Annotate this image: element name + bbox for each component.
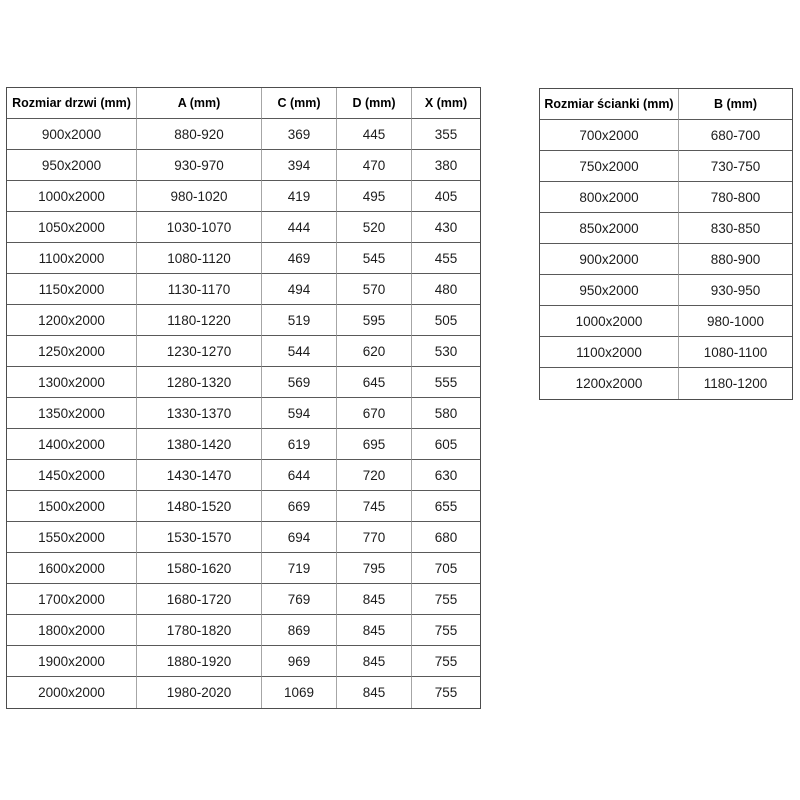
table-cell: 1000x2000 bbox=[7, 181, 137, 212]
table-row bbox=[540, 275, 792, 306]
table-cell: 680-700 bbox=[679, 120, 792, 151]
table-cell: 1100x2000 bbox=[540, 337, 679, 368]
table-cell: 900x2000 bbox=[7, 119, 137, 150]
table-row bbox=[7, 584, 480, 615]
table-cell: 595 bbox=[337, 305, 412, 336]
table-cell: 1430-1470 bbox=[137, 460, 262, 491]
table-row bbox=[7, 367, 480, 398]
table-cell: 800x2000 bbox=[540, 182, 679, 213]
table-cell: 1000x2000 bbox=[540, 306, 679, 337]
table-cell: 1200x2000 bbox=[540, 368, 679, 399]
table-cell: 519 bbox=[262, 305, 337, 336]
column-header: A (mm) bbox=[137, 88, 262, 119]
table-cell: 495 bbox=[337, 181, 412, 212]
table-row bbox=[7, 212, 480, 243]
table-cell: 869 bbox=[262, 615, 337, 646]
table-cell: 630 bbox=[412, 460, 480, 491]
table-cell: 845 bbox=[337, 677, 412, 708]
table-cell: 655 bbox=[412, 491, 480, 522]
table-cell: 1200x2000 bbox=[7, 305, 137, 336]
table-cell: 644 bbox=[262, 460, 337, 491]
table-cell: 444 bbox=[262, 212, 337, 243]
table-cell: 570 bbox=[337, 274, 412, 305]
table-cell: 455 bbox=[412, 243, 480, 274]
table-row bbox=[7, 460, 480, 491]
table-cell: 755 bbox=[434, 685, 458, 700]
table-cell: 1050x2000 bbox=[7, 212, 137, 243]
table-cell: 669 bbox=[262, 491, 337, 522]
table-cell: 1069 bbox=[262, 677, 337, 708]
table-cell: 494 bbox=[262, 274, 337, 305]
table-cell: 369 bbox=[262, 119, 337, 150]
table-cell: 845 bbox=[337, 615, 412, 646]
table-cell: 1580-1620 bbox=[137, 553, 262, 584]
table-cell: 380 bbox=[412, 150, 480, 181]
table-row bbox=[7, 522, 480, 553]
table-cell: 1880-1920 bbox=[137, 646, 262, 677]
table-row bbox=[7, 429, 480, 460]
table-cell: 1700x2000 bbox=[7, 584, 137, 615]
table-cell: 605 bbox=[412, 429, 480, 460]
table-cell: 430 bbox=[412, 212, 480, 243]
table-cell: 2000x2000 bbox=[7, 677, 137, 708]
table-cell: 580 bbox=[412, 398, 480, 429]
table-row bbox=[7, 677, 480, 708]
table-cell: 470 bbox=[337, 150, 412, 181]
table-cell: 880-900 bbox=[679, 244, 792, 275]
table-cell: 1350x2000 bbox=[7, 398, 137, 429]
table-cell: 594 bbox=[262, 398, 337, 429]
table-cell: 469 bbox=[262, 243, 337, 274]
table-cell: 1480-1520 bbox=[137, 491, 262, 522]
table-cell: 900x2000 bbox=[540, 244, 679, 275]
table-cell: 1600x2000 bbox=[7, 553, 137, 584]
table-cell: 645 bbox=[337, 367, 412, 398]
table-row bbox=[7, 336, 480, 367]
table-cell: 850x2000 bbox=[540, 213, 679, 244]
table-row bbox=[7, 274, 480, 305]
table-cell: 1080-1100 bbox=[679, 337, 792, 368]
table-cell: 405 bbox=[412, 181, 480, 212]
table-cell: 1500x2000 bbox=[7, 491, 137, 522]
table-row bbox=[540, 213, 792, 244]
table-row bbox=[540, 120, 792, 151]
table-cell: 1900x2000 bbox=[7, 646, 137, 677]
table-cell: 694 bbox=[262, 522, 337, 553]
table-cell: 980-1020 bbox=[137, 181, 262, 212]
table-cell: 980-1000 bbox=[679, 306, 792, 337]
table-cell: 1530-1570 bbox=[137, 522, 262, 553]
table-cell: 1030-1070 bbox=[137, 212, 262, 243]
table-cell: 930-950 bbox=[679, 275, 792, 306]
table-cell: 1280-1320 bbox=[137, 367, 262, 398]
table-cell: 1800x2000 bbox=[7, 615, 137, 646]
column-header: D (mm) bbox=[337, 88, 412, 119]
table-row bbox=[7, 553, 480, 584]
column-header: Rozmiar ścianki (mm) bbox=[540, 89, 679, 120]
table-cell: 419 bbox=[262, 181, 337, 212]
table-cell: 755 bbox=[412, 646, 480, 677]
door-size-table bbox=[6, 87, 481, 709]
table-cell: 780-800 bbox=[679, 182, 792, 213]
table-cell: 530 bbox=[412, 336, 480, 367]
table-cell: 1980-2020 bbox=[137, 677, 262, 708]
table-cell: 1450x2000 bbox=[7, 460, 137, 491]
table-cell: 700x2000 bbox=[540, 120, 679, 151]
table-cell: 720 bbox=[337, 460, 412, 491]
table-cell: 750x2000 bbox=[540, 151, 679, 182]
table-cell: 670 bbox=[337, 398, 412, 429]
table-cell: 755 bbox=[412, 615, 480, 646]
table-cell: 1080-1120 bbox=[137, 243, 262, 274]
column-header: Rozmiar drzwi (mm) bbox=[7, 88, 137, 119]
table-row bbox=[7, 150, 480, 181]
table-row bbox=[7, 243, 480, 274]
table-cell: 1680-1720 bbox=[137, 584, 262, 615]
table-cell: 680 bbox=[412, 522, 480, 553]
table-cell: 969 bbox=[262, 646, 337, 677]
table-row bbox=[7, 646, 480, 677]
table-cell: 1150x2000 bbox=[7, 274, 137, 305]
table-cell: 1400x2000 bbox=[7, 429, 137, 460]
table-cell: 695 bbox=[337, 429, 412, 460]
table-cell: 569 bbox=[262, 367, 337, 398]
table-row bbox=[540, 182, 792, 213]
table-cell: 795 bbox=[337, 553, 412, 584]
table-cell: 719 bbox=[262, 553, 337, 584]
table-row bbox=[540, 151, 792, 182]
column-header: C (mm) bbox=[262, 88, 337, 119]
table-cell: 950x2000 bbox=[540, 275, 679, 306]
table-cell: 1100x2000 bbox=[7, 243, 137, 274]
table-row bbox=[7, 398, 480, 429]
table-cell: 1180-1200 bbox=[703, 376, 768, 391]
column-header: B (mm) bbox=[679, 89, 792, 120]
table-cell: 545 bbox=[337, 243, 412, 274]
table-cell: 1130-1170 bbox=[137, 274, 262, 305]
table-row bbox=[7, 491, 480, 522]
table-cell: 505 bbox=[412, 305, 480, 336]
table-cell: 1300x2000 bbox=[7, 367, 137, 398]
table-cell: 445 bbox=[337, 119, 412, 150]
table-row bbox=[540, 306, 792, 337]
table-cell: 555 bbox=[412, 367, 480, 398]
table-cell: 745 bbox=[337, 491, 412, 522]
table-row bbox=[7, 181, 480, 212]
table-cell: 730-750 bbox=[679, 151, 792, 182]
header-row bbox=[540, 89, 792, 120]
table-row bbox=[540, 244, 792, 275]
table-cell: 1780-1820 bbox=[137, 615, 262, 646]
table-row bbox=[540, 368, 792, 399]
table-row bbox=[7, 615, 480, 646]
table-cell: 520 bbox=[337, 212, 412, 243]
table-cell: 705 bbox=[412, 553, 480, 584]
table-cell: 769 bbox=[262, 584, 337, 615]
header-row bbox=[7, 88, 480, 119]
table-cell: 770 bbox=[337, 522, 412, 553]
table-cell: 1550x2000 bbox=[7, 522, 137, 553]
table-cell: 394 bbox=[262, 150, 337, 181]
table-cell: 620 bbox=[337, 336, 412, 367]
table-cell: 1230-1270 bbox=[137, 336, 262, 367]
table-cell: 544 bbox=[262, 336, 337, 367]
table-cell: 480 bbox=[412, 274, 480, 305]
column-header: X (mm) bbox=[412, 88, 480, 119]
table-row bbox=[7, 305, 480, 336]
table-cell: 830-850 bbox=[679, 213, 792, 244]
table-cell: 880-920 bbox=[137, 119, 262, 150]
table-cell: 755 bbox=[412, 584, 480, 615]
wall-panel-size-table bbox=[539, 88, 793, 400]
table-cell: 355 bbox=[412, 119, 480, 150]
table-cell: 1380-1420 bbox=[137, 429, 262, 460]
table-cell: 1330-1370 bbox=[137, 398, 262, 429]
table-cell: 845 bbox=[337, 584, 412, 615]
table-cell: 1180-1220 bbox=[137, 305, 262, 336]
table-cell: 845 bbox=[337, 646, 412, 677]
table-cell: 1250x2000 bbox=[7, 336, 137, 367]
table-row bbox=[7, 119, 480, 150]
table-cell: 950x2000 bbox=[7, 150, 137, 181]
table-cell: 930-970 bbox=[137, 150, 262, 181]
table-row bbox=[540, 337, 792, 368]
table-cell: 619 bbox=[262, 429, 337, 460]
